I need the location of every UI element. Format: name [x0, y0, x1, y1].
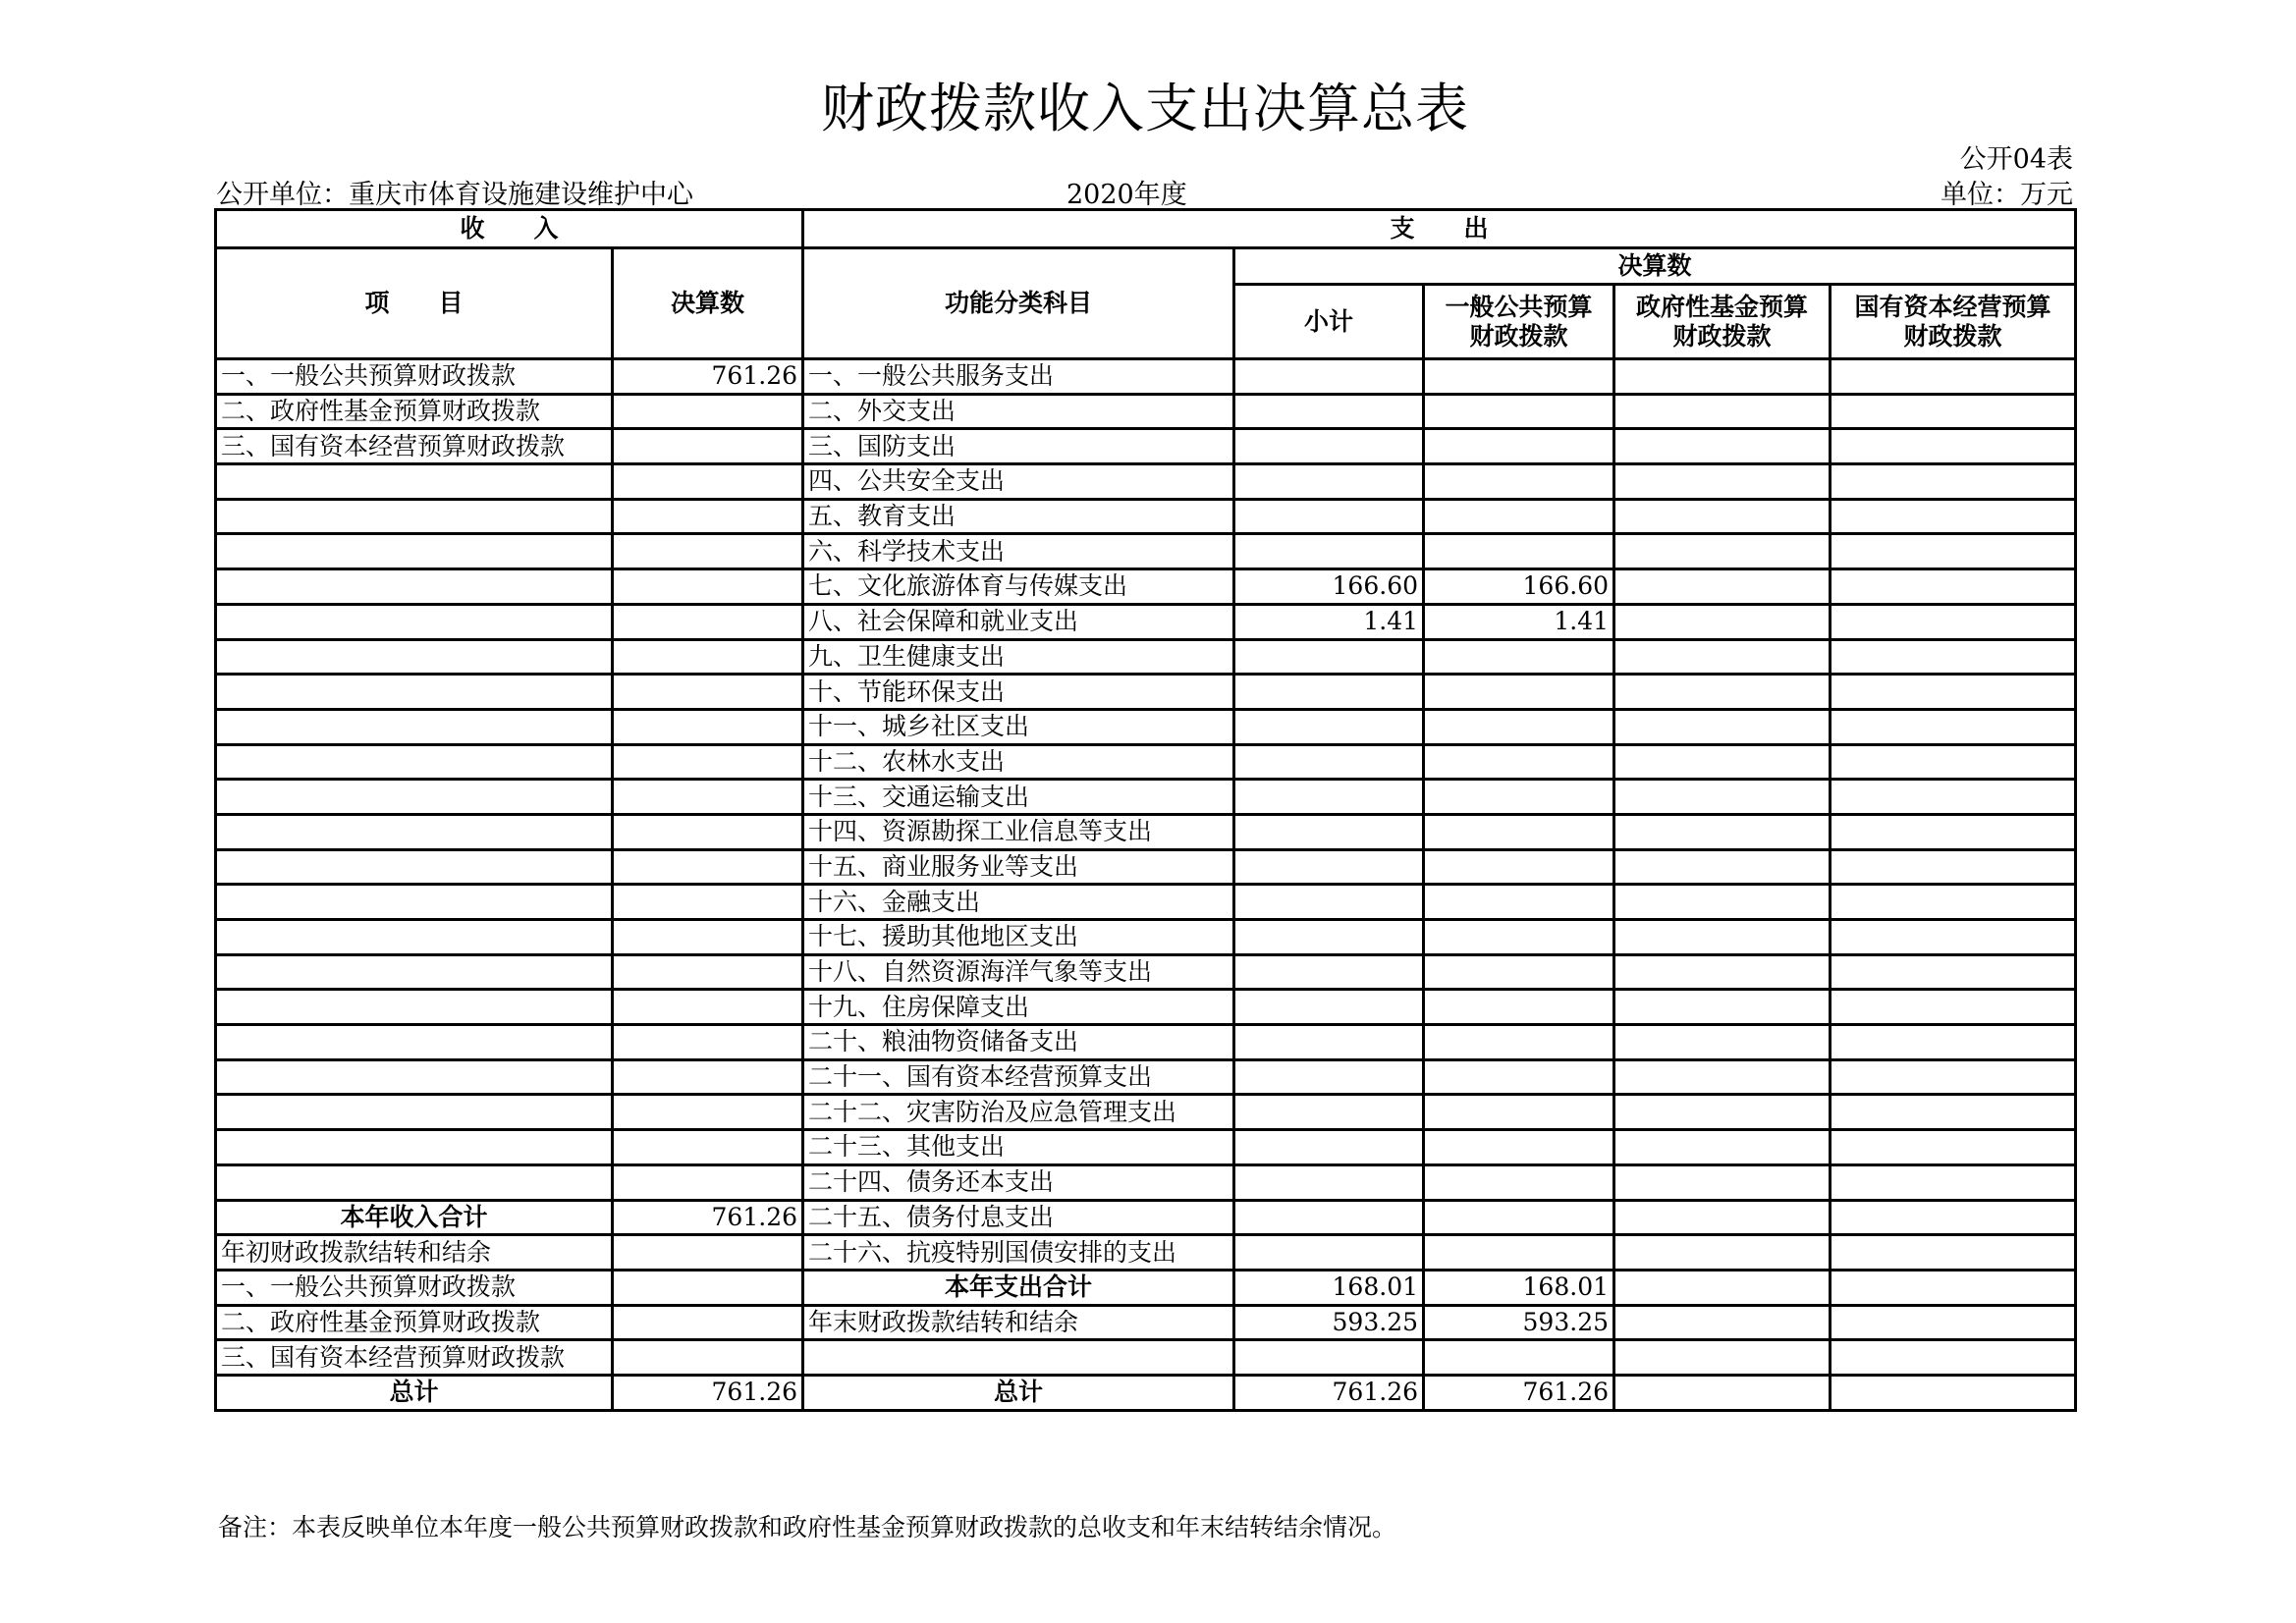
table-row — [216, 569, 2076, 605]
table-row — [216, 780, 2076, 815]
subtotal-cell — [1234, 359, 1424, 395]
income-amount-cell — [613, 954, 803, 990]
state-capital-cell — [1831, 814, 2076, 849]
income-item-cell — [216, 499, 613, 534]
income-item-cell — [216, 639, 613, 675]
general-budget-cell — [1424, 394, 1614, 429]
income-item-cell — [216, 885, 613, 920]
footnote: 备注：本表反映单位本年度一般公共预算财政拨款和政府性基金预算财政拨款的总收支和年末结转结余情况。 — [218, 1513, 1397, 1542]
expense-item-cell: 五、教育支出 — [803, 499, 1234, 534]
final-amount-header: 决算数 — [1234, 248, 2076, 285]
state-capital-cell — [1831, 534, 2076, 569]
income-amount-cell — [613, 709, 803, 744]
gov-fund-cell — [1614, 1095, 1831, 1130]
income-amount-cell — [613, 814, 803, 849]
gov-fund-cell — [1614, 780, 1831, 815]
state-capital-cell — [1831, 954, 2076, 990]
income-item-cell — [216, 1025, 613, 1060]
state-capital-cell — [1831, 1270, 2076, 1305]
income-amount-cell — [613, 1235, 803, 1271]
income-item-cell — [216, 954, 613, 990]
subtotal-cell — [1234, 1059, 1424, 1095]
gov-fund-cell — [1614, 534, 1831, 569]
income-item-cell — [216, 814, 613, 849]
expense-header: 支 出 — [803, 210, 2076, 248]
table-row — [216, 675, 2076, 710]
subtotal-cell — [1234, 920, 1424, 955]
general-budget-cell — [1424, 534, 1614, 569]
expense-item-cell: 二十六、抗疫特别国债安排的支出 — [803, 1235, 1234, 1271]
expense-item-cell: 一、一般公共服务支出 — [803, 359, 1234, 395]
income-amount-cell — [613, 464, 803, 500]
subtotal-cell — [1234, 1130, 1424, 1165]
income-amount-cell — [613, 920, 803, 955]
income-amount-cell — [613, 1164, 803, 1200]
subtotal-cell — [1234, 814, 1424, 849]
state-capital-cell — [1831, 1164, 2076, 1200]
gov-fund-cell — [1614, 359, 1831, 395]
income-item-cell — [216, 1164, 613, 1200]
table-row — [216, 744, 2076, 780]
gov-fund-cell — [1614, 1340, 1831, 1376]
gov-fund-cell — [1614, 429, 1831, 464]
income-amount-cell — [613, 1095, 803, 1130]
general-budget-header-line1: 一般公共预算 — [1445, 292, 1593, 321]
general-budget-cell: 593.25 — [1424, 1305, 1614, 1340]
table-row — [216, 1095, 2076, 1130]
table-row — [216, 1375, 2076, 1410]
expense-item-cell: 二十、粮油物资储备支出 — [803, 1025, 1234, 1060]
expense-item-cell: 十九、住房保障支出 — [803, 990, 1234, 1025]
subtotal-cell — [1234, 499, 1424, 534]
state-capital-cell — [1831, 885, 2076, 920]
subtotal-cell: 166.60 — [1234, 569, 1424, 605]
gov-fund-cell — [1614, 954, 1831, 990]
expense-item-cell: 三、国防支出 — [803, 429, 1234, 464]
expense-item-cell: 十五、商业服务业等支出 — [803, 849, 1234, 885]
gov-fund-cell — [1614, 814, 1831, 849]
money-unit: 单位：万元 — [1941, 180, 2073, 210]
income-amount-cell: 761.26 — [613, 1200, 803, 1235]
expense-item-cell: 十八、自然资源海洋气象等支出 — [803, 954, 1234, 990]
gov-fund-cell — [1614, 990, 1831, 1025]
subtotal-cell — [1234, 780, 1424, 815]
expense-item-cell: 十、节能环保支出 — [803, 675, 1234, 710]
subtotal-cell — [1234, 954, 1424, 990]
subtotal-cell — [1234, 639, 1424, 675]
subtotal-cell — [1234, 534, 1424, 569]
income-amount-cell — [613, 849, 803, 885]
state-capital-cell — [1831, 394, 2076, 429]
general-budget-cell — [1424, 885, 1614, 920]
income-item-cell: 二、政府性基金预算财政拨款 — [216, 1305, 613, 1340]
income-amount-header: 决算数 — [613, 248, 803, 359]
expense-item-cell: 十六、金融支出 — [803, 885, 1234, 920]
state-capital-cell — [1831, 1095, 2076, 1130]
income-item-cell — [216, 849, 613, 885]
state-capital-cell — [1831, 1130, 2076, 1165]
subtotal-cell: 168.01 — [1234, 1270, 1424, 1305]
gov-fund-cell — [1614, 639, 1831, 675]
gov-fund-cell — [1614, 1305, 1831, 1340]
expense-item-cell: 十二、农林水支出 — [803, 744, 1234, 780]
income-header: 收 入 — [216, 210, 803, 248]
income-item-cell: 一、一般公共预算财政拨款 — [216, 1270, 613, 1305]
subtotal-cell: 593.25 — [1234, 1305, 1424, 1340]
income-item-cell: 三、国有资本经营预算财政拨款 — [216, 429, 613, 464]
general-budget-cell — [1424, 709, 1614, 744]
state-capital-cell — [1831, 849, 2076, 885]
table-row — [216, 1025, 2076, 1060]
general-budget-cell — [1424, 639, 1614, 675]
income-amount-cell — [613, 394, 803, 429]
table-row — [216, 1235, 2076, 1271]
income-amount-cell — [613, 604, 803, 639]
subtotal-cell: 1.41 — [1234, 604, 1424, 639]
gov-fund-cell — [1614, 1025, 1831, 1060]
table-row — [216, 990, 2076, 1025]
state-capital-cell — [1831, 499, 2076, 534]
income-item-cell: 一、一般公共预算财政拨款 — [216, 359, 613, 395]
gov-fund-cell — [1614, 1235, 1831, 1271]
expense-item-cell: 十四、资源勘探工业信息等支出 — [803, 814, 1234, 849]
subtotal-cell — [1234, 1340, 1424, 1376]
income-amount-cell — [613, 990, 803, 1025]
expense-item-cell: 本年支出合计 — [803, 1270, 1234, 1305]
state-capital-cell — [1831, 1375, 2076, 1410]
table-row — [216, 709, 2076, 744]
subtotal-cell — [1234, 1095, 1424, 1130]
income-amount-cell — [613, 885, 803, 920]
state-capital-cell — [1831, 464, 2076, 500]
general-budget-cell — [1424, 849, 1614, 885]
income-item-cell — [216, 709, 613, 744]
income-amount-cell — [613, 780, 803, 815]
subtotal-cell — [1234, 1235, 1424, 1271]
gov-fund-header-line1: 政府性基金预算 — [1636, 292, 1809, 321]
fiscal-year: 2020年度 — [1066, 180, 1187, 210]
state-capital-header — [1831, 285, 2076, 359]
income-amount-cell — [613, 744, 803, 780]
gov-fund-cell — [1614, 675, 1831, 710]
income-amount-cell — [613, 1130, 803, 1165]
income-amount-cell — [613, 1025, 803, 1060]
subtotal-cell — [1234, 464, 1424, 500]
state-capital-cell — [1831, 1025, 2076, 1060]
general-budget-header — [1424, 285, 1614, 359]
subtotal-cell — [1234, 675, 1424, 710]
subtotal-cell — [1234, 849, 1424, 885]
gov-fund-cell — [1614, 1375, 1831, 1410]
general-budget-cell: 761.26 — [1424, 1375, 1614, 1410]
gov-fund-cell — [1614, 1059, 1831, 1095]
table-row — [216, 1305, 2076, 1340]
income-item-cell — [216, 534, 613, 569]
subtotal-cell — [1234, 709, 1424, 744]
general-budget-cell — [1424, 814, 1614, 849]
state-capital-cell — [1831, 569, 2076, 605]
income-item-cell — [216, 990, 613, 1025]
gov-fund-cell — [1614, 849, 1831, 885]
income-amount-cell — [613, 499, 803, 534]
general-budget-cell — [1424, 990, 1614, 1025]
income-item-cell: 年初财政拨款结转和结余 — [216, 1235, 613, 1271]
item-header: 项 目 — [216, 248, 613, 359]
expense-item-cell: 二十四、债务还本支出 — [803, 1164, 1234, 1200]
table-row — [216, 1059, 2076, 1095]
state-capital-cell — [1831, 709, 2076, 744]
budget-summary-table — [214, 208, 2077, 1412]
state-capital-cell — [1831, 429, 2076, 464]
income-item-cell — [216, 604, 613, 639]
gov-fund-cell — [1614, 1130, 1831, 1165]
expense-item-cell: 七、文化旅游体育与传媒支出 — [803, 569, 1234, 605]
expense-item-cell: 二十五、债务付息支出 — [803, 1200, 1234, 1235]
expense-item-cell: 九、卫生健康支出 — [803, 639, 1234, 675]
subtotal-cell — [1234, 885, 1424, 920]
expense-item-cell — [803, 1340, 1234, 1376]
subtotal-header: 小计 — [1234, 285, 1424, 359]
expense-item-cell: 总计 — [803, 1375, 1234, 1410]
state-capital-cell — [1831, 1340, 2076, 1376]
table-row — [216, 429, 2076, 464]
general-budget-cell — [1424, 1235, 1614, 1271]
general-budget-cell — [1424, 499, 1614, 534]
state-capital-cell — [1831, 744, 2076, 780]
table-row — [216, 394, 2076, 429]
expense-item-cell: 二、外交支出 — [803, 394, 1234, 429]
form-number: 公开04表 — [1959, 144, 2073, 175]
general-budget-cell — [1424, 744, 1614, 780]
function-category-header: 功能分类科目 — [803, 248, 1234, 359]
general-budget-cell — [1424, 464, 1614, 500]
reporting-unit: 公开单位：重庆市体育设施建设维护中心 — [216, 180, 693, 210]
gov-fund-cell — [1614, 1200, 1831, 1235]
table-row — [216, 1164, 2076, 1200]
general-budget-cell — [1424, 1025, 1614, 1060]
table-row — [216, 534, 2076, 569]
table-row — [216, 359, 2076, 395]
income-item-cell — [216, 1095, 613, 1130]
gov-fund-cell — [1614, 885, 1831, 920]
expense-item-cell: 八、社会保障和就业支出 — [803, 604, 1234, 639]
income-amount-cell: 761.26 — [613, 1375, 803, 1410]
general-budget-cell — [1424, 359, 1614, 395]
state-capital-cell — [1831, 780, 2076, 815]
general-budget-cell — [1424, 429, 1614, 464]
subtotal-cell: 761.26 — [1234, 1375, 1424, 1410]
income-amount-cell — [613, 1059, 803, 1095]
gov-fund-cell — [1614, 569, 1831, 605]
state-capital-cell — [1831, 359, 2076, 395]
table-row — [216, 464, 2076, 500]
income-amount-cell — [613, 1270, 803, 1305]
general-budget-cell — [1424, 1200, 1614, 1235]
income-item-cell: 本年收入合计 — [216, 1200, 613, 1235]
income-item-cell — [216, 1130, 613, 1165]
income-amount-cell: 761.26 — [613, 359, 803, 395]
table-row — [216, 1130, 2076, 1165]
subtotal-cell — [1234, 429, 1424, 464]
gov-fund-cell — [1614, 1164, 1831, 1200]
general-budget-cell — [1424, 1130, 1614, 1165]
gov-fund-cell — [1614, 920, 1831, 955]
table-row — [216, 1200, 2076, 1235]
gov-fund-cell — [1614, 744, 1831, 780]
gov-fund-cell — [1614, 604, 1831, 639]
subtotal-cell — [1234, 990, 1424, 1025]
table-row — [216, 604, 2076, 639]
income-item-cell — [216, 675, 613, 710]
table-row — [216, 849, 2076, 885]
expense-item-cell: 二十一、国有资本经营预算支出 — [803, 1059, 1234, 1095]
subtotal-cell — [1234, 1025, 1424, 1060]
state-capital-cell — [1831, 1200, 2076, 1235]
state-capital-cell — [1831, 604, 2076, 639]
gov-fund-cell — [1614, 709, 1831, 744]
state-capital-header-line2: 财政拨款 — [1903, 321, 2002, 351]
subtotal-cell — [1234, 744, 1424, 780]
subtotal-cell — [1234, 1200, 1424, 1235]
income-item-cell: 总计 — [216, 1375, 613, 1410]
income-amount-cell — [613, 1305, 803, 1340]
expense-item-cell: 四、公共安全支出 — [803, 464, 1234, 500]
table-row — [216, 814, 2076, 849]
general-budget-cell — [1424, 675, 1614, 710]
table-row — [216, 920, 2076, 955]
general-budget-cell: 168.01 — [1424, 1270, 1614, 1305]
state-capital-cell — [1831, 1059, 2076, 1095]
income-amount-cell — [613, 534, 803, 569]
income-item-cell — [216, 464, 613, 500]
income-item-cell — [216, 1059, 613, 1095]
state-capital-header-line1: 国有资本经营预算 — [1854, 292, 2051, 321]
gov-fund-header-line2: 财政拨款 — [1672, 321, 1772, 351]
income-item-cell: 二、政府性基金预算财政拨款 — [216, 394, 613, 429]
gov-fund-header — [1614, 285, 1831, 359]
income-amount-cell — [613, 1340, 803, 1376]
state-capital-cell — [1831, 675, 2076, 710]
subtotal-cell — [1234, 1164, 1424, 1200]
state-capital-cell — [1831, 1235, 2076, 1271]
general-budget-cell — [1424, 1340, 1614, 1376]
general-budget-cell — [1424, 1164, 1614, 1200]
table-row — [216, 499, 2076, 534]
income-item-cell — [216, 569, 613, 605]
expense-item-cell: 六、科学技术支出 — [803, 534, 1234, 569]
gov-fund-cell — [1614, 1270, 1831, 1305]
state-capital-cell — [1831, 639, 2076, 675]
table-row — [216, 1340, 2076, 1376]
table-row — [216, 885, 2076, 920]
expense-item-cell: 十三、交通运输支出 — [803, 780, 1234, 815]
state-capital-cell — [1831, 990, 2076, 1025]
table-row — [216, 954, 2076, 990]
income-item-cell — [216, 744, 613, 780]
gov-fund-cell — [1614, 464, 1831, 500]
income-amount-cell — [613, 429, 803, 464]
general-budget-cell — [1424, 920, 1614, 955]
expense-item-cell: 年末财政拨款结转和结余 — [803, 1305, 1234, 1340]
income-amount-cell — [613, 675, 803, 710]
page-title: 财政拨款收入支出决算总表 — [821, 78, 1469, 139]
table-row — [216, 639, 2076, 675]
expense-item-cell: 二十三、其他支出 — [803, 1130, 1234, 1165]
expense-item-cell: 二十二、灾害防治及应急管理支出 — [803, 1095, 1234, 1130]
expense-item-cell: 十七、援助其他地区支出 — [803, 920, 1234, 955]
gov-fund-cell — [1614, 499, 1831, 534]
income-item-cell: 三、国有资本经营预算财政拨款 — [216, 1340, 613, 1376]
general-budget-cell: 1.41 — [1424, 604, 1614, 639]
general-budget-cell: 166.60 — [1424, 569, 1614, 605]
income-amount-cell — [613, 569, 803, 605]
general-budget-cell — [1424, 1059, 1614, 1095]
expense-item-cell: 十一、城乡社区支出 — [803, 709, 1234, 744]
income-item-cell — [216, 920, 613, 955]
table-row — [216, 1270, 2076, 1305]
general-budget-cell — [1424, 1095, 1614, 1130]
general-budget-cell — [1424, 780, 1614, 815]
general-budget-cell — [1424, 954, 1614, 990]
general-budget-header-line2: 财政拨款 — [1469, 321, 1568, 351]
state-capital-cell — [1831, 920, 2076, 955]
income-amount-cell — [613, 639, 803, 675]
gov-fund-cell — [1614, 394, 1831, 429]
subtotal-cell — [1234, 394, 1424, 429]
income-item-cell — [216, 780, 613, 815]
state-capital-cell — [1831, 1305, 2076, 1340]
